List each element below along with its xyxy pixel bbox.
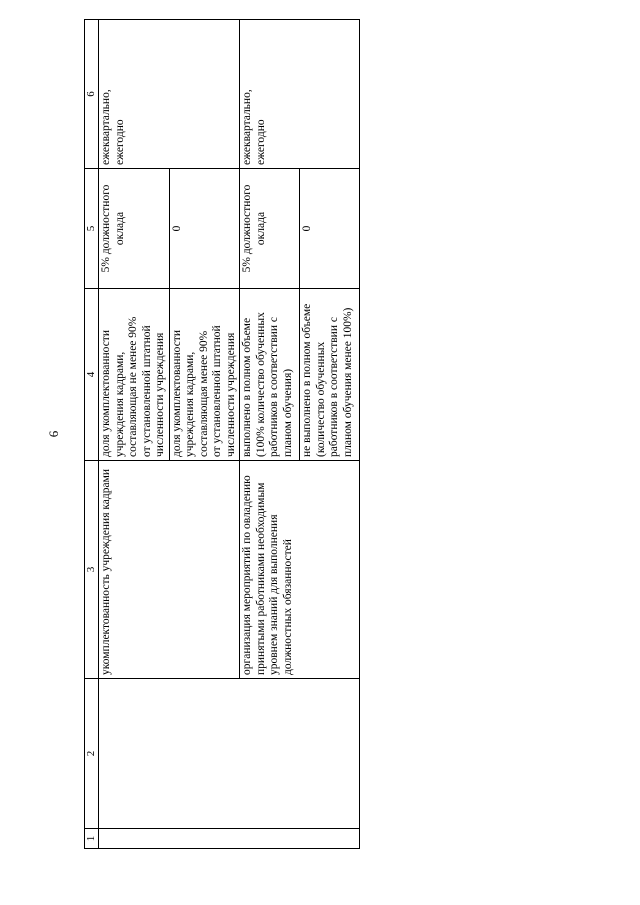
text-line: принятыми работниками необходимым (254, 482, 267, 675)
text-line: 5% должностного (241, 184, 253, 273)
text-line: от установленной штатной (140, 325, 153, 457)
condition-training-complete (240, 289, 300, 461)
text-line: выполнено в полном объеме (241, 317, 253, 457)
period-training (240, 20, 360, 169)
payment-zero: 0 (300, 169, 360, 289)
text-line: численности учреждения (154, 332, 166, 457)
text-line: ежегодно (113, 119, 126, 165)
payment-training (240, 169, 300, 289)
text-line: ежеквартально, (100, 89, 112, 165)
text-line: планом обучения менее 100%) (341, 307, 354, 457)
text-line: составляющая менее 90% (197, 330, 210, 457)
condition-training-incomplete (300, 289, 360, 461)
text-line: должностных обязанностей (281, 539, 294, 675)
header-cell: 2 (85, 679, 99, 829)
text-line: доля укомплектованности (170, 330, 183, 457)
text-line: оклада (254, 211, 267, 246)
text-line: ежеквартально, (241, 89, 253, 165)
text-line: учреждения кадрами, (113, 351, 126, 457)
header-cell: 4 (85, 289, 99, 461)
payment-staffing (99, 169, 170, 289)
table-row (99, 20, 170, 849)
rotated-table (84, 20, 354, 849)
text-line: (количество обученных (314, 341, 327, 457)
text-line: организация мероприятий по овладению (241, 475, 253, 675)
period-staffing (99, 20, 240, 169)
text-line: численности учреждения (224, 332, 237, 457)
condition-staffing-90-plus (99, 289, 170, 461)
col2-cell (99, 679, 360, 829)
text-line: учреждения кадрами, (184, 351, 196, 457)
criteria-table (84, 19, 360, 849)
header-cell: 3 (85, 461, 99, 679)
text-line: ежегодно (254, 119, 267, 165)
header-cell: 6 (85, 20, 99, 169)
payment-zero: 0 (169, 169, 240, 289)
text-line: доля укомплектованности (100, 330, 112, 457)
page-number: 6 (46, 430, 61, 438)
text-line: уровнем знаний для выполнения (268, 514, 280, 675)
text-line: составляющая не менее 90% (127, 316, 139, 457)
header-cell: 1 (85, 829, 99, 849)
text-line: от установленной штатной (211, 325, 223, 457)
table-header-row (85, 20, 99, 849)
text-line: (100% количество обученных (254, 312, 267, 457)
text-line: 5% должностного (100, 184, 112, 273)
rotated-table-wrapper (84, 20, 354, 849)
header-cell: 5 (85, 169, 99, 289)
text-line: оклада (113, 211, 126, 246)
text-line: работников в соответствии с (328, 317, 340, 457)
col1-cell (99, 829, 360, 849)
criterion-staffing: укомплектованность учреждения кадрами (99, 461, 240, 679)
text-line: не выполнено в полном объеме (301, 303, 313, 457)
text-line: работников в соответствии с (268, 317, 280, 457)
criterion-training (240, 461, 360, 679)
text-line: планом обучения) (281, 368, 294, 457)
condition-staffing-below-90 (169, 289, 240, 461)
